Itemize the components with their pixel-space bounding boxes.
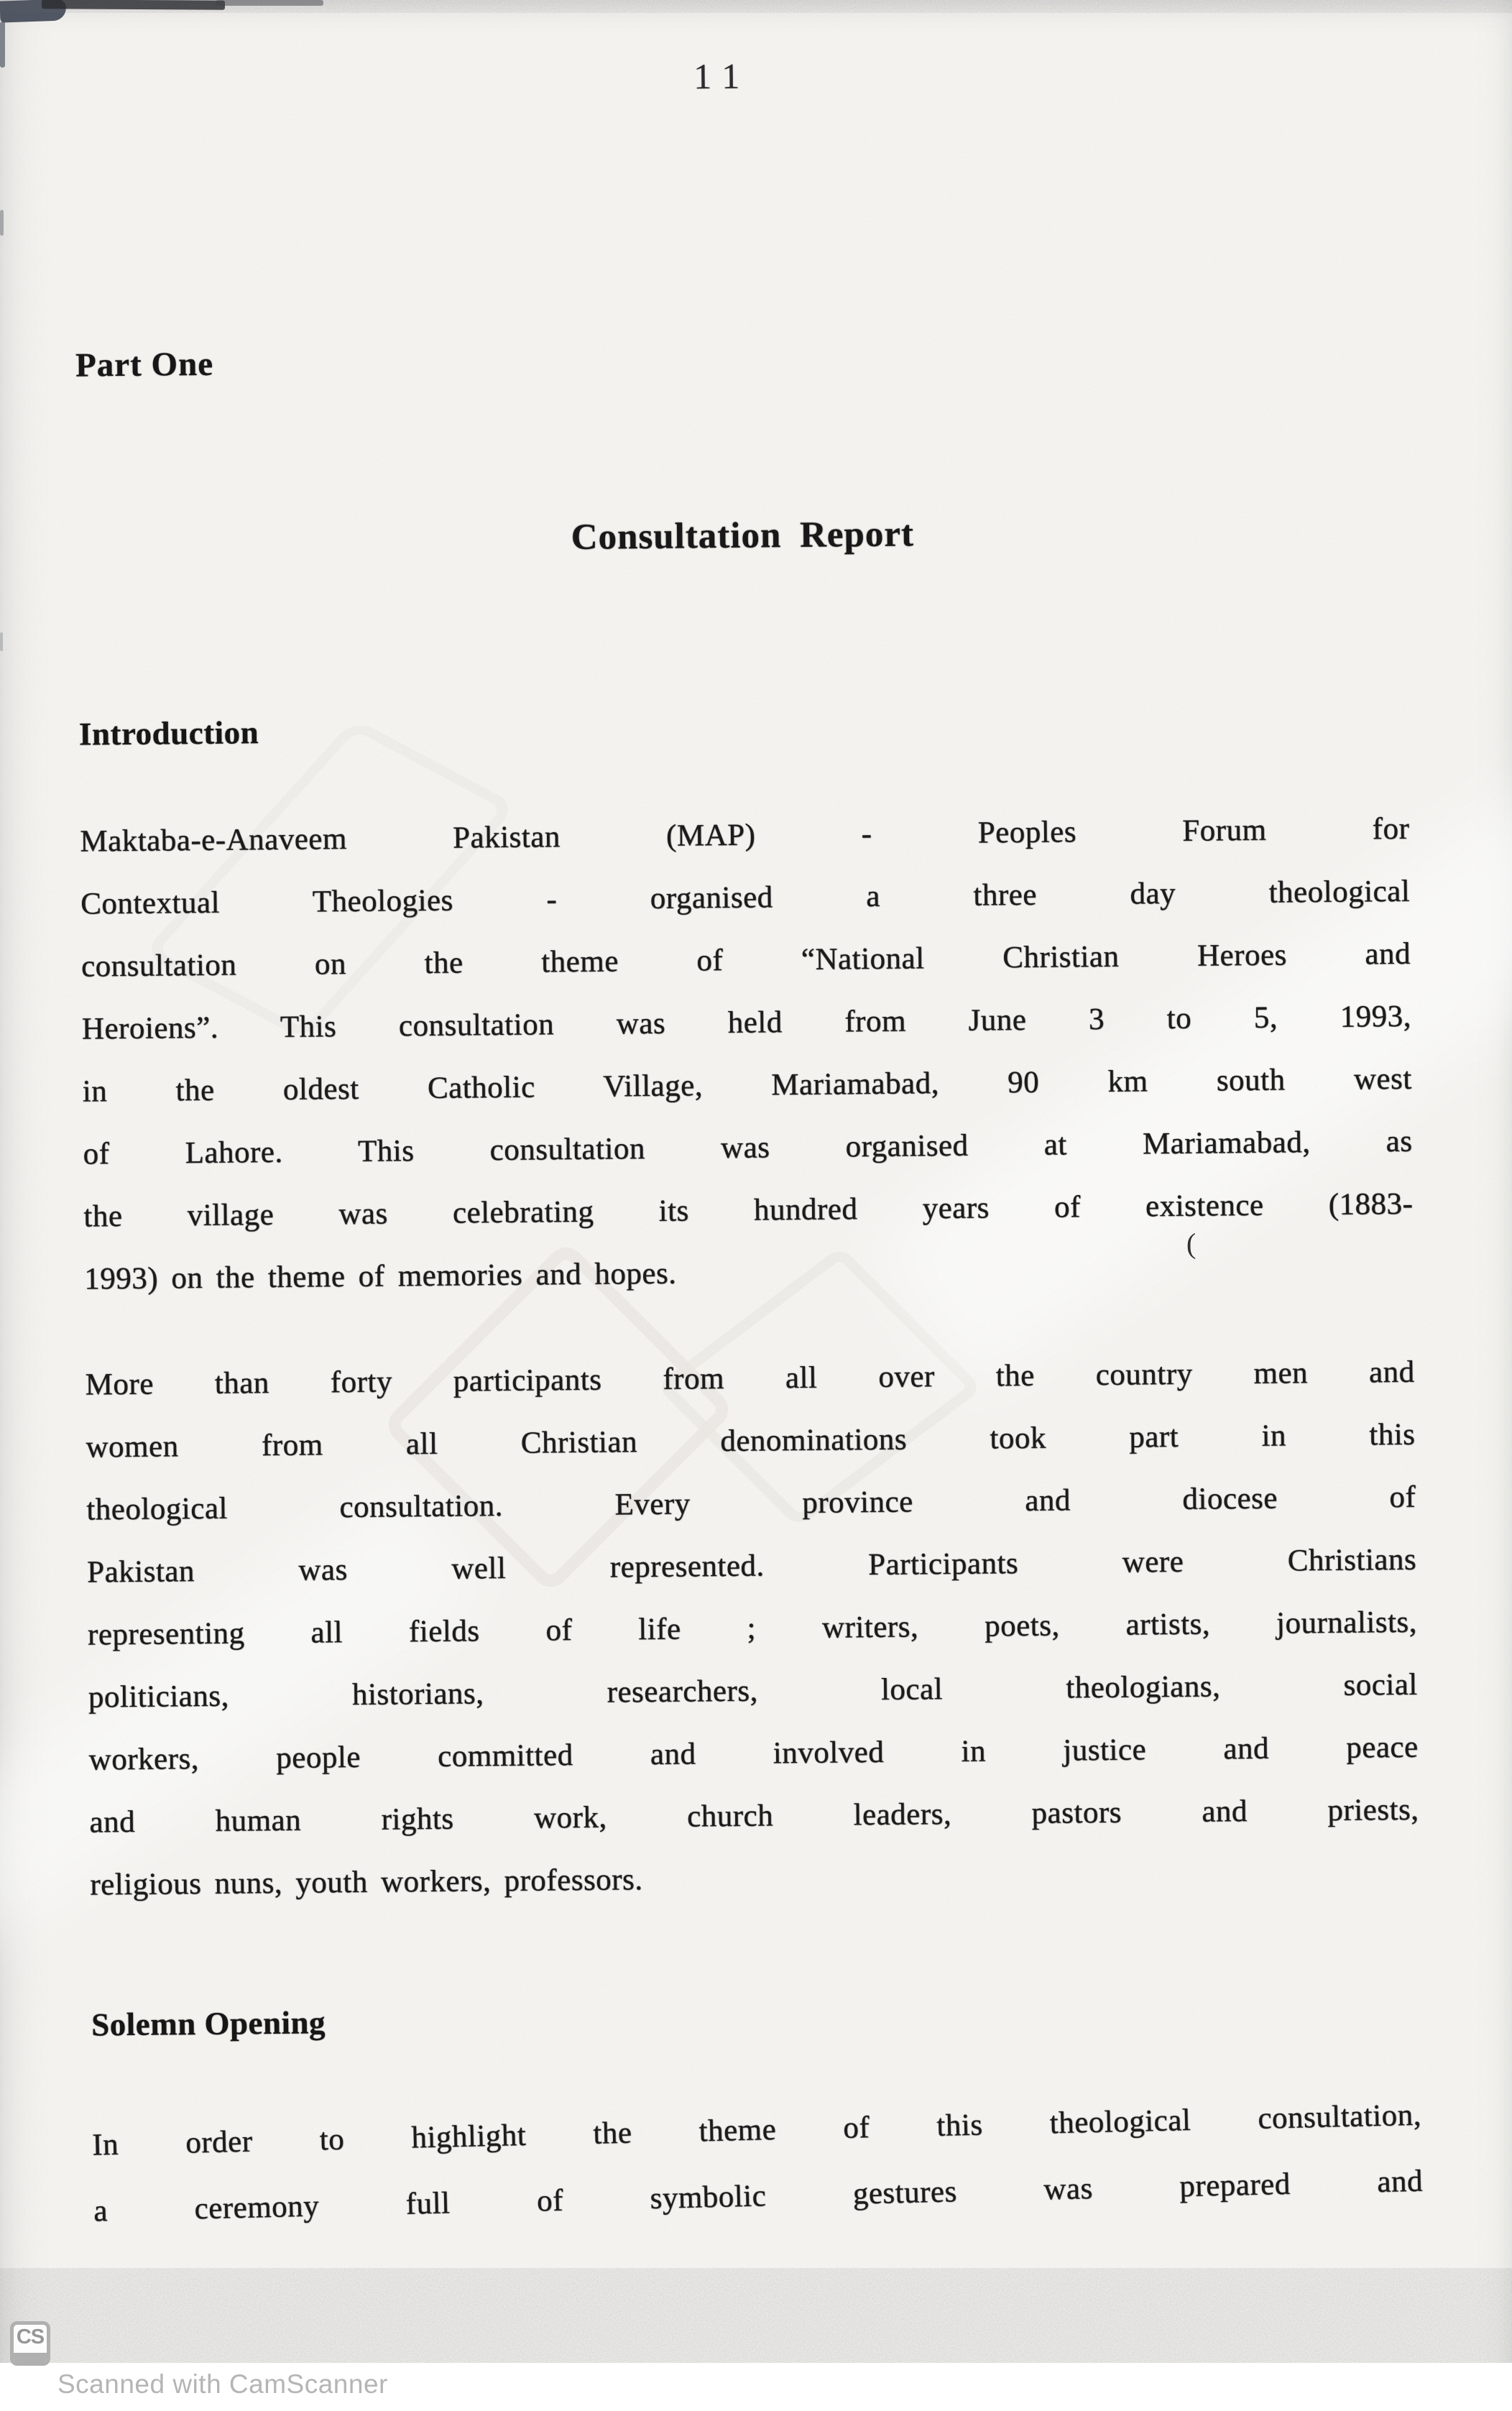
text-line: consultation on the theme of “National Christian Heroes and [80, 936, 1411, 984]
text-line: religious nuns, youth workers, professors. [90, 1863, 643, 1902]
text-line: 1993) on the theme of memories and hopes. [84, 1256, 677, 1296]
text-line: workers, people committed and involved in justice and peace [88, 1730, 1419, 1777]
text-line: More than forty participants from all over the country men and [85, 1355, 1415, 1402]
scan-edge-mark [0, 632, 3, 651]
paragraph [80, 798, 1414, 1311]
text-line: and human rights work, church leaders, pastors and priests, [89, 1792, 1419, 1840]
paragraph [85, 1341, 1419, 1917]
scan-smudge [216, 0, 323, 6]
text-line: the village was celebrating its hundred years of existence (1883- [83, 1186, 1414, 1234]
text-line: of Lahore. This consultation was organised at Mariamabad, as [83, 1124, 1413, 1171]
paragraph [91, 2083, 1424, 2245]
text-line: in the oldest Catholic Village, Mariamabad, 90 km south west [82, 1061, 1412, 1109]
text-line: Heroiens”. This consultation was held from June 3 to 5, 1993, [81, 999, 1412, 1046]
scan-smudge [42, 0, 225, 10]
text-line: representing all fields of life ; writers, poets, artists, journalists, [87, 1605, 1418, 1652]
scan-edge-mark [0, 22, 5, 68]
camscanner-logo-text: CS [16, 2325, 45, 2348]
text-line: In order to highlight the theme of this theological consultation, [91, 2098, 1422, 2162]
camscanner-logo-base [14, 2353, 47, 2362]
scan-edge-mark [0, 210, 4, 236]
text-line: Maktaba-e-Anaveem Pakistan (MAP) - Peoples Forum for [80, 811, 1410, 859]
text-line: theological consultation. Every province and diocese of [86, 1480, 1416, 1527]
part-heading: Part One [75, 345, 214, 384]
camscanner-label: Scanned with CamScanner [57, 2369, 388, 2399]
text-line: a ceremony full of symbolic gestures was prepared and [93, 2164, 1424, 2228]
text-line: Contextual Theologies - organised a three day theological [80, 874, 1411, 921]
section-heading-introduction: Introduction [78, 714, 259, 752]
page-number: 11 [693, 55, 752, 97]
text-line: politicians, historians, researchers, local theologians, social [88, 1667, 1418, 1715]
camscanner-logo [10, 2321, 50, 2366]
text-line: Pakistan was well represented. Participants were Christians [86, 1542, 1417, 1590]
page-title: Consultation Report [571, 514, 915, 558]
stray-scan-mark: ( [1186, 1227, 1197, 1260]
section-heading-solemn-opening: Solemn Opening [91, 2004, 326, 2043]
text-line: women from all Christian denominations took part in this [86, 1417, 1416, 1465]
